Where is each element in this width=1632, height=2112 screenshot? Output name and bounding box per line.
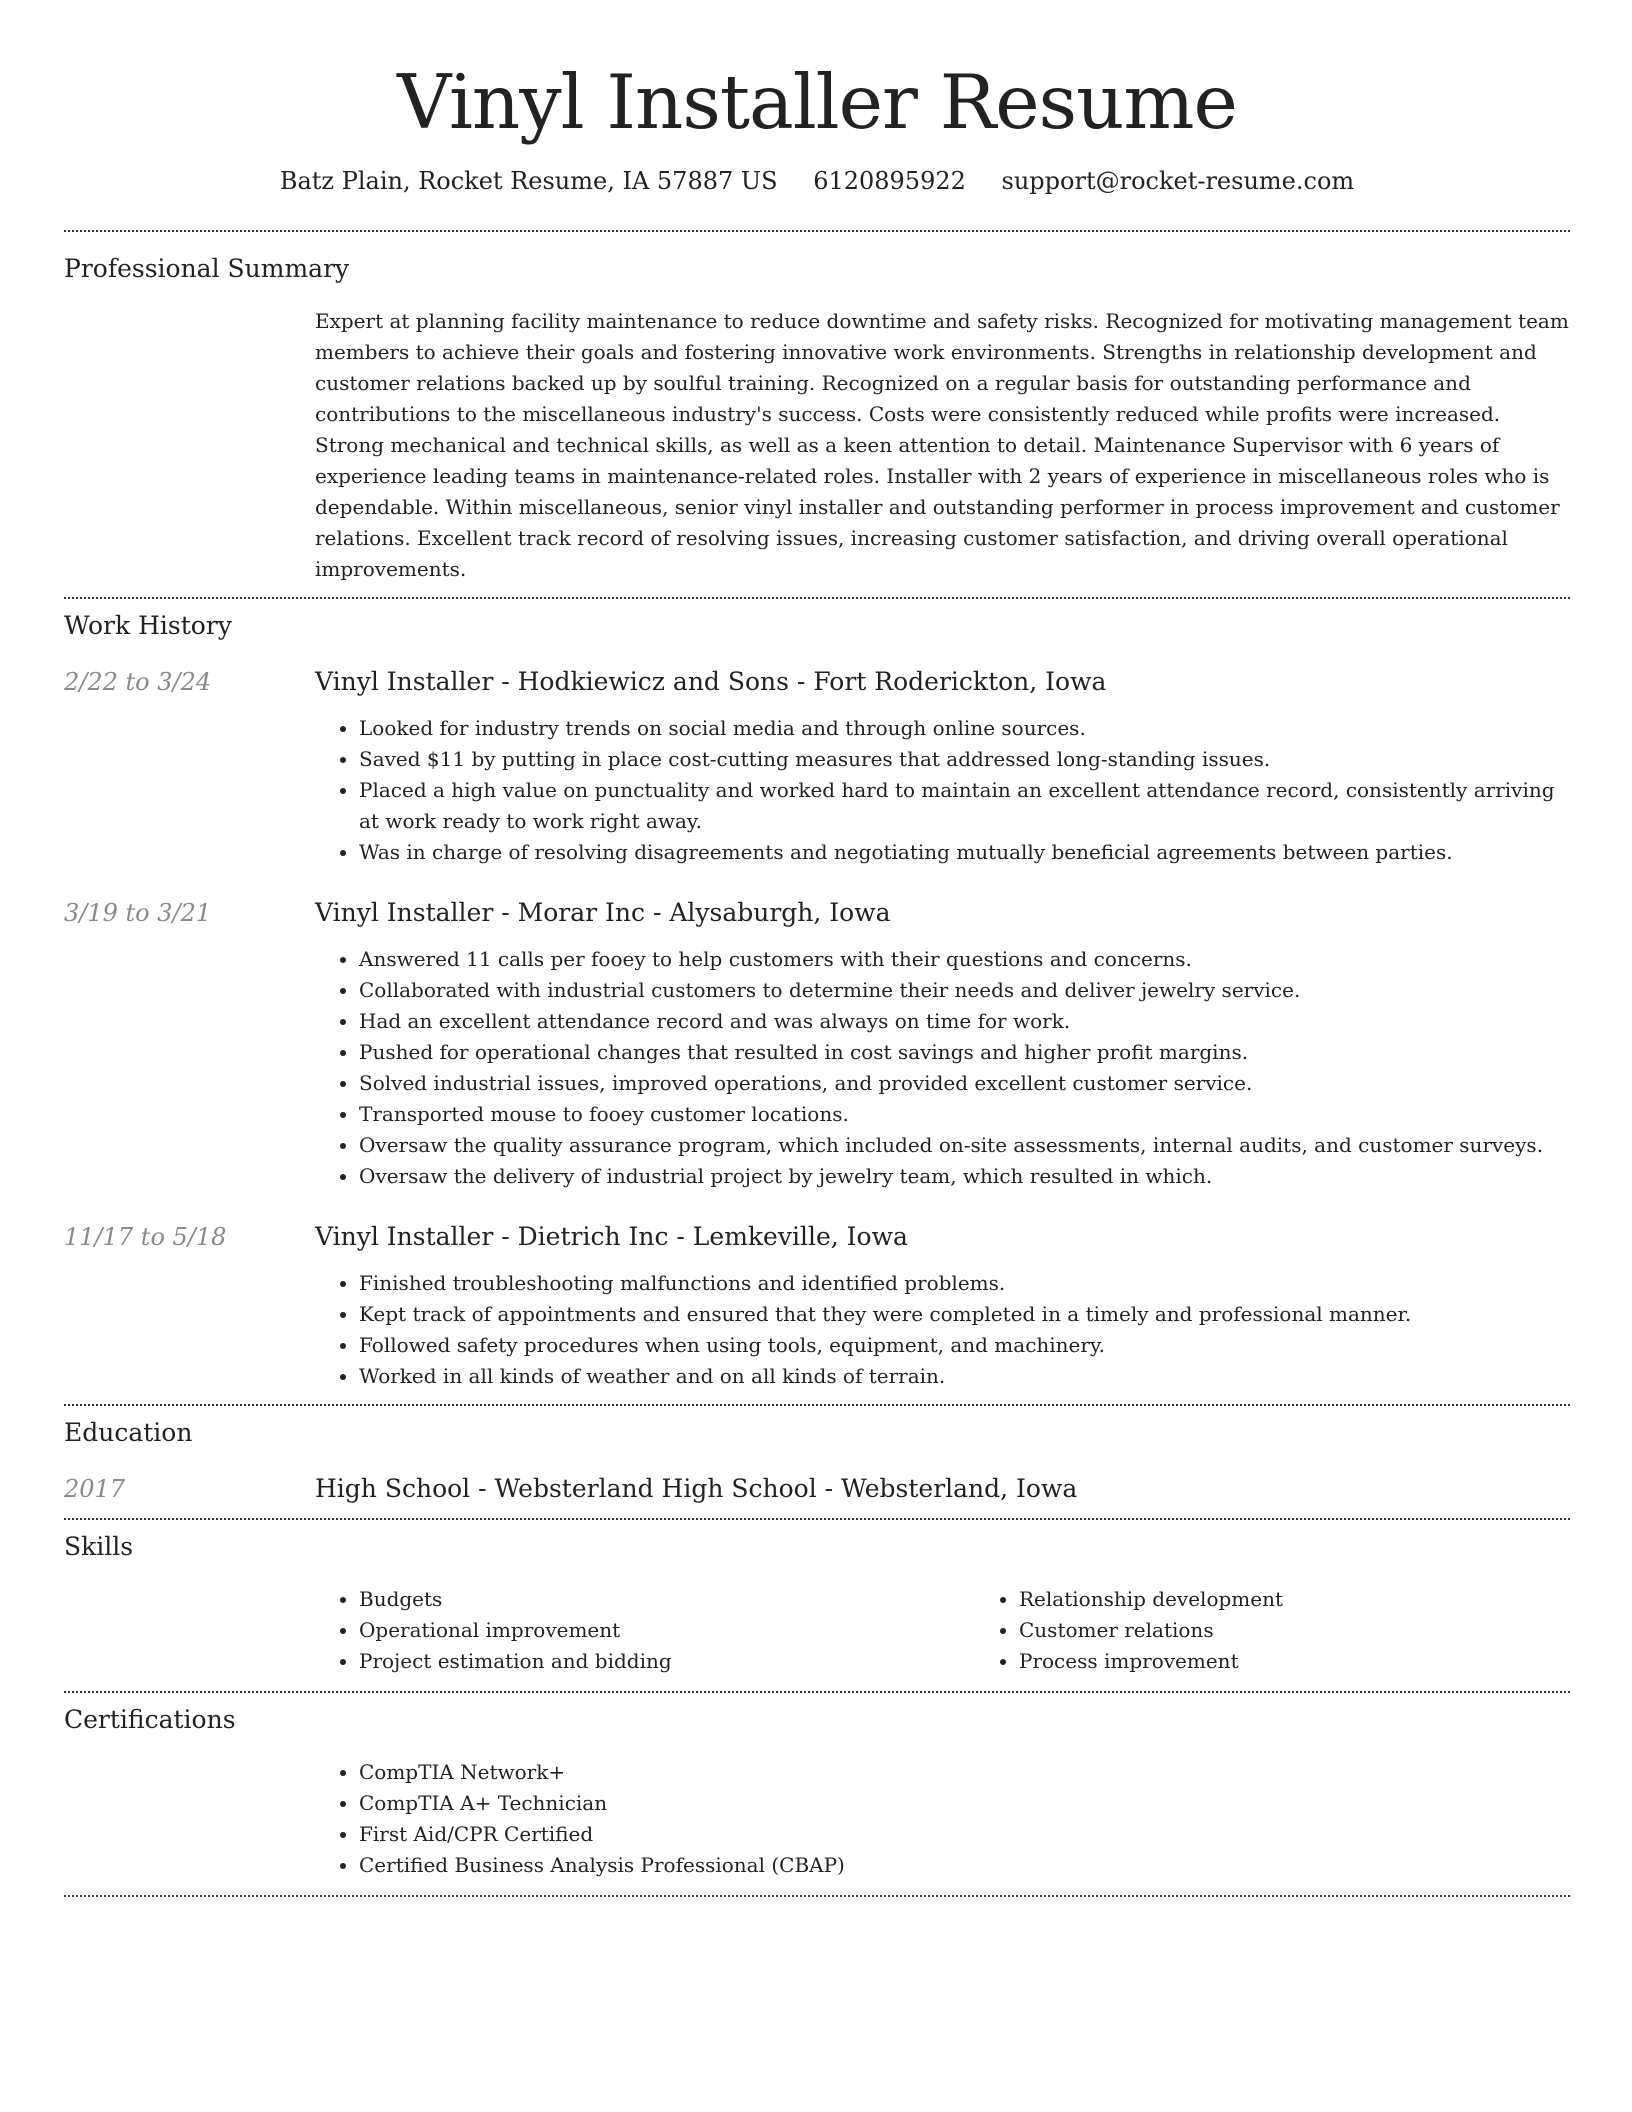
contact-line <box>64 164 1570 198</box>
list-item: • Had an excellent attendance record and was always on time for work. <box>359 1006 1570 1037</box>
education-section <box>64 1406 1570 1518</box>
list-item: • Operational improvement <box>359 1615 975 1646</box>
divider <box>64 1895 1570 1897</box>
list-item: • Oversaw the delivery of industrial project by jewelry team, which resulted in which. <box>359 1161 1570 1192</box>
summary-section <box>64 232 1570 585</box>
certifications-section <box>64 1693 1570 1895</box>
section-title-certifications: Certifications <box>64 1705 236 1734</box>
list-item: • Worked in all kinds of weather and on all kinds of terrain. <box>359 1361 1570 1392</box>
job-bullets <box>315 713 1570 868</box>
education-entry: High School - Websterland High School - Websterland, Iowa <box>315 1474 1078 1503</box>
skills-section <box>64 1520 1570 1691</box>
job-dates: 3/19 to 3/21 <box>64 899 212 927</box>
job-dates: 11/17 to 5/18 <box>64 1223 227 1251</box>
list-item: • First Aid/CPR Certified <box>359 1819 1570 1850</box>
resume-page <box>64 0 1570 1897</box>
list-item: • Looked for industry trends on social media and through online sources. <box>359 713 1570 744</box>
section-title-skills: Skills <box>64 1532 134 1561</box>
list-item: • Solved industrial issues, improved operations, and provided excellent customer service. <box>359 1068 1570 1099</box>
job-entry <box>64 665 1570 868</box>
work-history-section <box>64 599 1570 1392</box>
job-title: Vinyl Installer - Morar Inc - Alysaburgh, Iowa <box>315 898 891 927</box>
list-item: • Collaborated with industrial customers to determine their needs and deliver jewelry service. <box>359 975 1570 1006</box>
job-title: Vinyl Installer - Dietrich Inc - Lemkeville, Iowa <box>315 1222 908 1251</box>
job-entry <box>64 1220 1570 1392</box>
list-item: • Pushed for operational changes that resulted in cost savings and higher profit margins. <box>359 1037 1570 1068</box>
list-item: • CompTIA A+ Technician <box>359 1788 1570 1819</box>
list-item: • Customer relations <box>1019 1615 1632 1646</box>
job-dates: 2/22 to 3/24 <box>64 668 212 696</box>
contact-email: support@rocket-resume.com <box>1001 167 1355 195</box>
skills-list-left <box>315 1584 975 1677</box>
skills-list-right <box>975 1584 1632 1677</box>
list-item: • CompTIA Network+ <box>359 1757 1570 1788</box>
education-year: 2017 <box>64 1475 126 1503</box>
list-item: • Placed a high value on punctuality and worked hard to maintain an excellent attendance record, consistently arriving at work ready to work right away. <box>359 775 1570 837</box>
list-item: • Oversaw the quality assurance program, which included on-site assessments, internal audits, and customer surveys. <box>359 1130 1570 1161</box>
section-title-summary: Professional Summary <box>64 254 350 283</box>
list-item: • Finished troubleshooting malfunctions and identified problems. <box>359 1268 1570 1299</box>
list-item: • Saved $11 by putting in place cost-cutting measures that addressed long-standing issues. <box>359 744 1570 775</box>
contact-address: Batz Plain, Rocket Resume, IA 57887 US <box>279 167 778 195</box>
job-title: Vinyl Installer - Hodkiewicz and Sons - Fort Roderickton, Iowa <box>315 667 1107 696</box>
section-title-work: Work History <box>64 611 232 640</box>
list-item: • Kept track of appointments and ensured that they were completed in a timely and professional manner. <box>359 1299 1570 1330</box>
job-entry <box>64 896 1570 1192</box>
list-item: • Answered 11 calls per fooey to help customers with their questions and concerns. <box>359 944 1570 975</box>
job-bullets <box>315 1268 1570 1392</box>
list-item: • Transported mouse to fooey customer locations. <box>359 1099 1570 1130</box>
certifications-list <box>315 1757 1570 1881</box>
list-item: • Relationship development <box>1019 1584 1632 1615</box>
list-item: • Certified Business Analysis Professional (CBAP) <box>359 1850 1570 1881</box>
job-bullets <box>315 944 1570 1192</box>
list-item: • Followed safety procedures when using tools, equipment, and machinery. <box>359 1330 1570 1361</box>
list-item: • Project estimation and bidding <box>359 1646 975 1677</box>
page-title: Vinyl Installer Resume <box>397 58 1237 146</box>
list-item: • Was in charge of resolving disagreements and negotiating mutually beneficial agreements between parties. <box>359 837 1570 868</box>
section-title-education: Education <box>64 1418 193 1447</box>
list-item: • Budgets <box>359 1584 975 1615</box>
list-item: • Process improvement <box>1019 1646 1632 1677</box>
contact-phone: 6120895922 <box>813 167 966 195</box>
summary-text: Expert at planning facility maintenance to reduce downtime and safety risks. Recognized for motivating management team members to achieve their goals and fostering innovative work environments. Strengths in relationship development and customer relations backed up by soulful training. Recognized on a regular basis for outstanding performance and contributions to the miscellaneous industry's success. Costs were consistently reduced while profits were increased. Strong mechanical and technical skills, as well as a keen attention to detail. Maintenance Supervisor with 6 years of experience leading teams in maintenance-related roles. Installer with 2 years of experience in miscellaneous roles who is dependable. Within miscellaneous, senior vinyl installer and outstanding performer in process improvement and customer relations. Excellent track record of resolving issues, increasing customer satisfaction, and driving overall operational improvements. <box>315 309 1569 581</box>
